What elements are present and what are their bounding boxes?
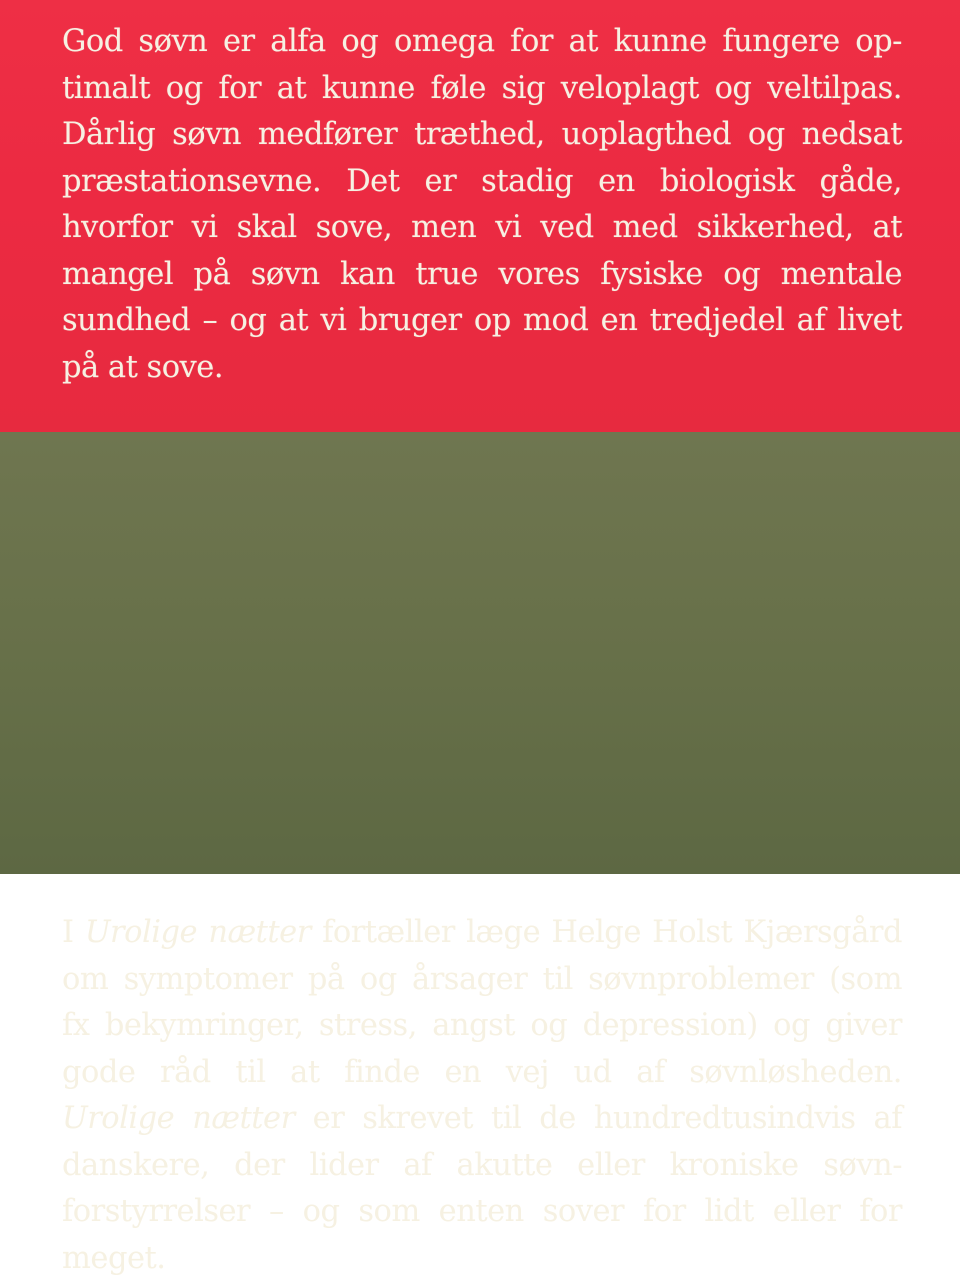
paragraph-line: fx bekymringer, stress, angst og depression) og giver	[62, 1003, 902, 1050]
paragraph-line: sundhed – og at vi bruger op mod en tredjedel af livet	[62, 298, 902, 345]
paragraph-line: God søvn er alfa og omega for at kunne fungere op-	[62, 19, 902, 66]
intro-paragraph	[62, 19, 902, 391]
book-description-paragraph	[62, 910, 902, 1282]
paragraph-line: timalt og for at kunne føle sig veloplagt og veltilpas.	[62, 66, 902, 113]
paragraph-text: I	[62, 915, 85, 950]
paragraph-text: er skrevet til de hundredtusindvis af	[295, 1101, 902, 1136]
book-title: Urolige nætter	[62, 1101, 295, 1136]
paragraph-line: Dårlig søvn medfører træthed, uoplagthed og nedsat	[62, 112, 902, 159]
paragraph-line: danskere, der lider af akutte eller kroniske søvn-	[62, 1143, 902, 1190]
paragraph-line: hvorfor vi skal sove, men vi ved med sikkerhed, at	[62, 205, 902, 252]
book-title: Urolige nætter	[85, 915, 311, 950]
olive-band	[0, 432, 960, 874]
paragraph-line: meget.	[62, 1236, 902, 1282]
paragraph-line: forstyrrelser – og som enten sover for lidt eller for	[62, 1189, 902, 1236]
paragraph-line: om symptomer på og årsager til søvnproblemer (som	[62, 957, 902, 1004]
paragraph-line	[62, 1096, 902, 1143]
paragraph-line: på at sove.	[62, 345, 902, 392]
red-band	[0, 0, 960, 432]
paragraph-line: præstationsevne. Det er stadig en biologisk gåde,	[62, 159, 902, 206]
paragraph-line: gode råd til at finde en vej ud af søvnløsheden.	[62, 1050, 902, 1097]
paragraph-line: mangel på søvn kan true vores fysiske og mentale	[62, 252, 902, 299]
paragraph-line	[62, 910, 902, 957]
paragraph-text: fortæller læge Helge Holst Kjærsgård	[311, 915, 902, 950]
